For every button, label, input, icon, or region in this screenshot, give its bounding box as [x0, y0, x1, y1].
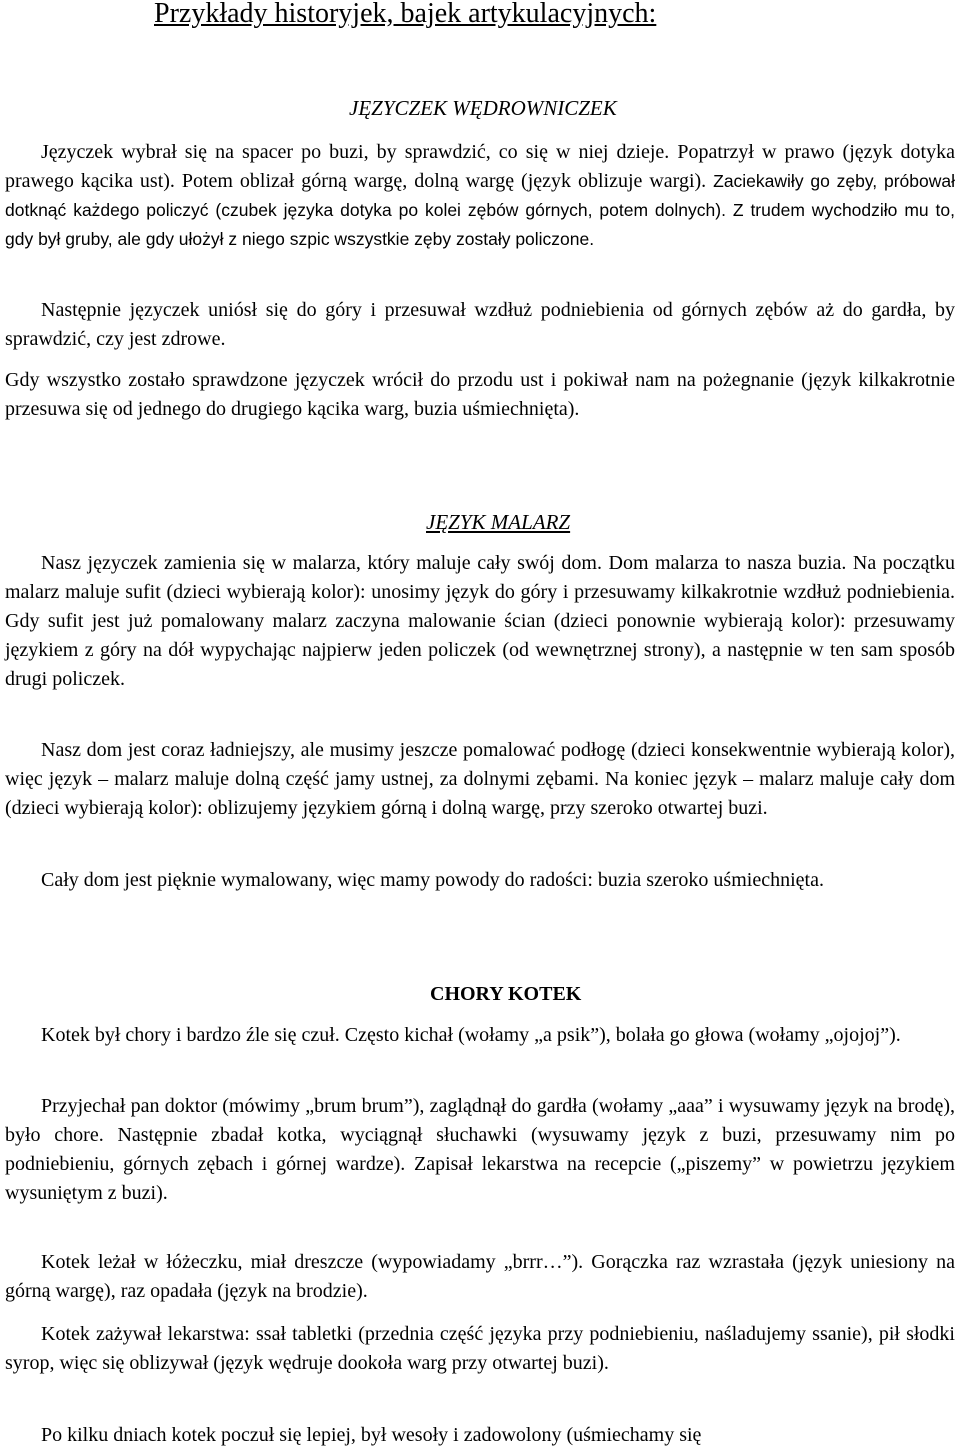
section-heading-chory-kotek: CHORY KOTEK: [430, 983, 582, 1005]
paragraph: Cały dom jest pięknie wymalowany, więc mamy powody do radości: buzia szeroko uśmiechnięta.: [41, 869, 824, 891]
paragraph-sans-part: Zaciekawiły go zęby, próbował dotknąć każdego policzyć (czubek języka dotyka po kolei zębów górnych, potem dolnych). Z trudem wychodziło mu to, gdy był gruby, ale gdy ułożył z niego szpic wszystkie zęby zostały policzone.: [5, 171, 955, 249]
paragraph: Nasz języczek zamienia się w malarza, który maluje cały swój dom. Dom malarza to nasza buzia. Na początku malarz maluje sufit (dzieci wybierają kolor): unosimy język do góry i przesuwamy kilkakrotnie wzdłuż podniebienia. Gdy sufit jest już pomalowany malarz zaczyna malowanie ścian (dzieci ponownie wybierają kolor): przesuwamy językiem z góry na dół wypychając najpierw jeden policzek (od wewnętrznej strony), a następnie w ten sam sposób drugi policzek.: [5, 552, 955, 690]
section-heading-jezyczek-wedrowniczek: JĘZYCZEK WĘDROWNICZEK: [349, 96, 617, 120]
paragraph: Po kilku dniach kotek poczuł się lepiej, był wesoły i zadowolony (uśmiechamy się: [41, 1424, 702, 1446]
paragraph: Kotek był chory i bardzo źle się czuł. Często kichał (wołamy „a psik”), bolała go głowa (wołamy „ojojoj”).: [41, 1024, 901, 1046]
paragraph: Kotek zażywał lekarstwa: ssał tabletki (przednia część języka przy podniebieniu, naśladujemy ssanie), pił słodki syrop, więc się oblizywał (język wędruje dookoła warg przy otwartej buzi).: [5, 1323, 955, 1374]
paragraph: Kotek leżał w łóżeczku, miał dreszcze (wypowiadamy „brrr…”). Gorączka raz wzrastała (język uniesiony na górną wargę), raz opadała (język na brodzie).: [5, 1251, 955, 1302]
paragraph: Przyjechał pan doktor (mówimy „brum brum”), zaglądnął do gardła (wołamy „aaa” i wysuwamy język na brodę), było chore. Następnie zbadał kotka, wyciągnął słuchawki (wysuwamy język z buzi, przesuwamy nim po podniebieniu, górnych zębach i górnej wardze). Zapisał lekarstwa na recepcie („piszemy” w powietrzu językiem wysuniętym z buzi).: [5, 1095, 955, 1204]
paragraph: Nasz dom jest coraz ładniejszy, ale musimy jeszcze pomalować podłogę (dzieci konsekwentnie wybierają kolor), więc język – malarz maluje dolną część jamy ustnej, za dolnymi zębami. Na koniec język – malarz maluje cały dom (dzieci wybierają kolor): oblizujemy językiem górną i dolną wargę, przy szeroko otwartej buzi.: [5, 739, 955, 819]
document-title: Przykłady historyjek, bajek artykulacyjnych:: [154, 0, 657, 29]
paragraph-serif-part: Języczek wybrał się na spacer po buzi, by sprawdzić, co się w niej dzieje. Popatrzył w prawo (język dotyka prawego kącika ust). Potem oblizał górną wargę, dolną wargę (język oblizuje wargi).: [5, 141, 955, 192]
section-heading-jezyk-malarz: JĘZYK MALARZ: [426, 510, 571, 534]
paragraph: Gdy wszystko zostało sprawdzone języczek wrócił do przodu ust i pokiwał nam na pożegnanie (język kilkakrotnie przesuwa się od jednego do drugiego kącika warg, buzia uśmiechnięta).: [5, 369, 955, 420]
paragraph: [5, 138, 955, 254]
paragraph: Następnie języczek uniósł się do góry i przesuwał wzdłuż podniebienia od górnych zębów aż do gardła, by sprawdzić, czy jest zdrowe.: [5, 299, 955, 350]
